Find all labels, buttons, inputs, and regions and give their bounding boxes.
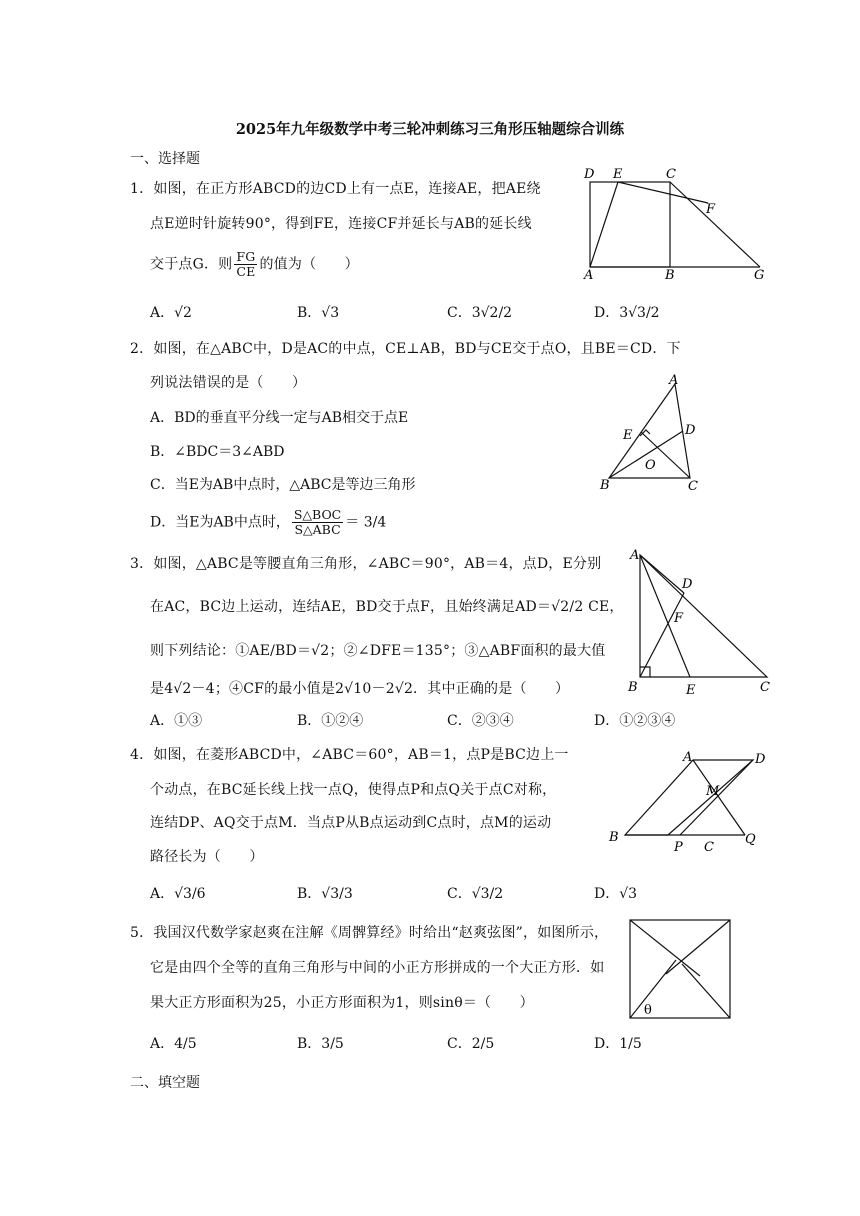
q4-option-a[interactable]: A．√3/6 (150, 886, 206, 902)
q3-label-c: C (760, 680, 770, 695)
q1-figure-square-diagram (580, 165, 770, 280)
q4-label-d: D (755, 752, 766, 767)
q1-fraction: $\frac{FG}{CE}$ (236, 249, 256, 279)
q5-option-a[interactable]: A．4/5 (150, 1036, 197, 1052)
q4-text-line1: 4．如图，在菱形ABCD中，∠ABC＝60°，AB＝1，点P是BC边上一 (130, 747, 569, 763)
q1-option-c[interactable]: C．3√2/2 (447, 305, 513, 321)
q4-label-c: C (704, 840, 714, 855)
q3-option-a[interactable]: A．①③ (150, 713, 203, 729)
q3-label-e: E (686, 683, 696, 698)
q2-figure-triangle-diagram (595, 372, 705, 494)
q3-label-f: F (674, 611, 684, 626)
q3-label-a: A (630, 548, 640, 563)
q4-label-m: M (706, 784, 720, 799)
q2-option-b[interactable]: B．∠BDC＝3∠ABD (150, 444, 285, 460)
section-heading-choice: 一、选择题 (130, 151, 200, 167)
q3-text-line1: 3．如图，△ABC是等腰直角三角形，∠ABC＝90°，AB＝4，点D，E分别 (130, 556, 602, 572)
q3-option-b[interactable]: B．①②④ (297, 713, 364, 729)
q2-label-a: A (669, 373, 679, 388)
q4-label-q: Q (745, 832, 756, 847)
q1-option-a[interactable]: A．√2 (150, 305, 192, 321)
q5-label-theta: θ (644, 1003, 652, 1018)
q2-label-b: B (600, 478, 610, 493)
q2-option-c[interactable]: C．当E为AB中点时，△ABC是等边三角形 (150, 477, 416, 493)
q1-label-a: A (584, 268, 594, 280)
q2-label-o: O (645, 458, 656, 473)
section-heading-fill-blank: 二、填空题 (130, 1075, 200, 1091)
q1-label-g: G (754, 268, 765, 280)
q2-label-c: C (688, 479, 698, 494)
q4-text-line2: 个动点，在BC延长线上找一点Q，使得点P和点Q关于点C对称， (150, 782, 557, 798)
page-title: 2025年九年级数学中考三轮冲刺练习三角形压轴题综合训练 (235, 121, 625, 138)
q1-option-b[interactable]: B．√3 (297, 305, 340, 321)
q5-text-line1: 5．我国汉代数学家赵爽在注解《周髀算经》时给出“赵爽弦图”，如图所示， (130, 925, 609, 941)
q4-text-line3: 连结DP、AQ交于点M．当点P从B点运动到C点时，点M的运动 (150, 815, 552, 831)
q2-text-line1: 2．如图，在△ABC中，D是AC的中点，CE⊥AB，BD与CE交于点O，且BE＝CD．下 (130, 341, 681, 357)
q3-option-d[interactable]: D．①②③④ (594, 713, 676, 729)
q5-text-line2: 它是由四个全等的直角三角形与中间的小正方形拼成的一个大正方形．如 (150, 960, 605, 976)
q1-text-line1: 1．如图，在正方形ABCD的边CD上有一点E，连接AE，把AE绕 (130, 181, 541, 197)
q1-label-b: B (665, 268, 675, 280)
q2-text-line2: 列说法错误的是（ ） (150, 375, 307, 391)
q4-label-p: P (674, 840, 683, 855)
q1-label-c: C (666, 167, 676, 182)
q4-option-c[interactable]: C．√3/2 (447, 886, 504, 902)
q3-text-line3: 则下列结论：①AE/BD＝√2；②∠DFE＝135°；③△ABF面积的最大值 (150, 643, 606, 659)
q1-label-d: D (584, 167, 595, 182)
q2-label-d: D (685, 423, 696, 438)
q3-label-b: B (628, 680, 638, 695)
q2-option-d[interactable]: D．当E为AB中点时， $\frac{\text{S△BOC}}{\text{S△ABC}}$ ＝ 3/4 (150, 507, 387, 537)
q4-text-line4: 路径长为（ ） (150, 849, 264, 865)
q4-option-b[interactable]: B．√3/3 (297, 886, 353, 902)
q1-label-e: E (613, 167, 623, 182)
q4-label-a: A (683, 750, 693, 765)
q1-option-d[interactable]: D．3√3/2 (594, 305, 660, 321)
q1-text-line2: 点E逆时针旋转90°，得到FE，连接CF并延长与AB的延长线 (150, 216, 532, 232)
q5-option-b[interactable]: B．3/5 (297, 1036, 344, 1052)
q3-text-line4: 是4√2－4；④CF的最小值是2√10－2√2．其中正确的是（ ） (150, 681, 570, 697)
q5-text-line3: 果大正方形面积为25，小正方形面积为1，则sinθ＝（ ） (150, 995, 534, 1011)
q4-option-d[interactable]: D．√3 (594, 886, 638, 902)
q3-label-d: D (682, 577, 693, 592)
q3-text-line2: 在AC，BC边上运动，连结AE，BD交于点F，且始终满足AD＝√2/2 CE， (150, 599, 624, 615)
q4-figure-rhombus-diagram (605, 745, 775, 855)
q3-figure-triangle-diagram (622, 545, 777, 700)
q1-label-f: F (706, 202, 716, 217)
q4-label-b: B (609, 830, 619, 845)
q5-figure-zhaoshuang-diagram (626, 918, 734, 1022)
q2-label-e: E (623, 428, 633, 443)
q1-text-line3: 交于点G．则 $\frac{FG}{CE}$ 的值为（ ） (150, 249, 359, 279)
q3-option-c[interactable]: C．②③④ (447, 713, 514, 729)
q5-option-d[interactable]: D．1/5 (594, 1036, 642, 1052)
q5-option-c[interactable]: C．2/5 (447, 1036, 495, 1052)
q2-option-a[interactable]: A．BD的垂直平分线一定与AB相交于点E (150, 410, 409, 426)
